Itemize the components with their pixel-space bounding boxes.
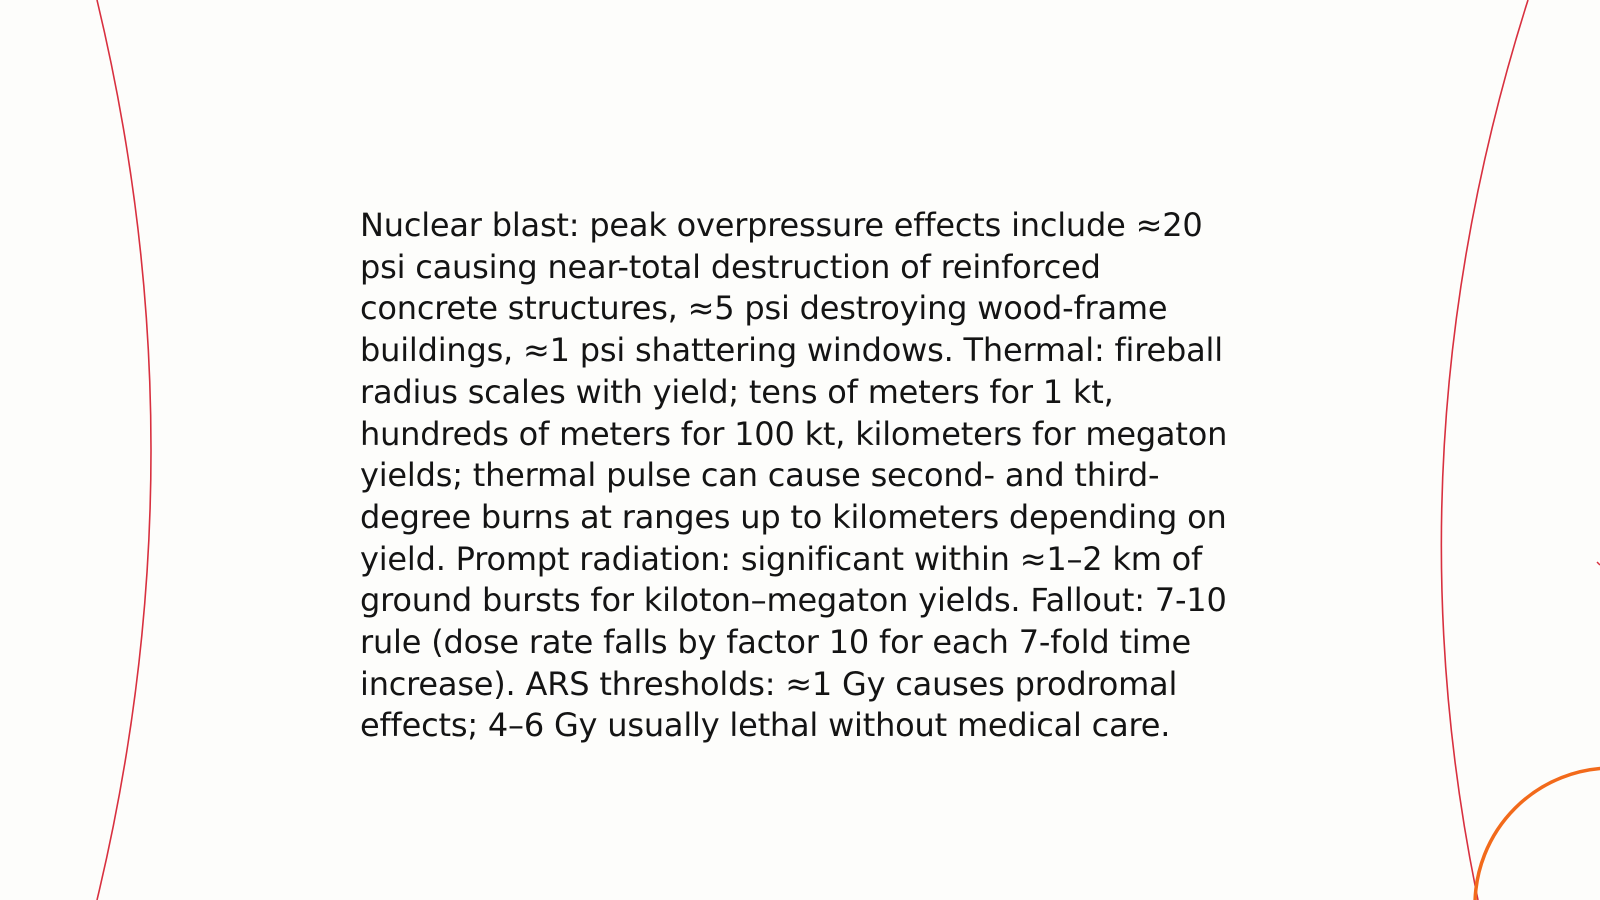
orange-circle (1475, 768, 1600, 900)
body-text: Nuclear blast: peak overpressure effects include ≈20 psi causing near-total destruction of reinforced concrete structures, ≈5 psi destroying wood-frame buildings, ≈1 psi shattering windows. Thermal: fireball radius scales with yield; tens of meters for 1 kt, hundreds of meters for 100 kt, kilometers for megaton yields; thermal pulse can cause second- and third-degree burns at ranges up to kilometers depending on yield. Prompt radiation: significant within ≈1–2 km of ground bursts for kiloton–megaton yields. Fallout: 7-10 rule (dose rate falls by factor 10 for each 7-fold time increase). ARS thresholds: ≈1 Gy causes prodromal effects; 4–6 Gy usually lethal without medical care. (360, 206, 1228, 745)
left-arc (97, 0, 151, 900)
right-arc (1441, 0, 1528, 900)
